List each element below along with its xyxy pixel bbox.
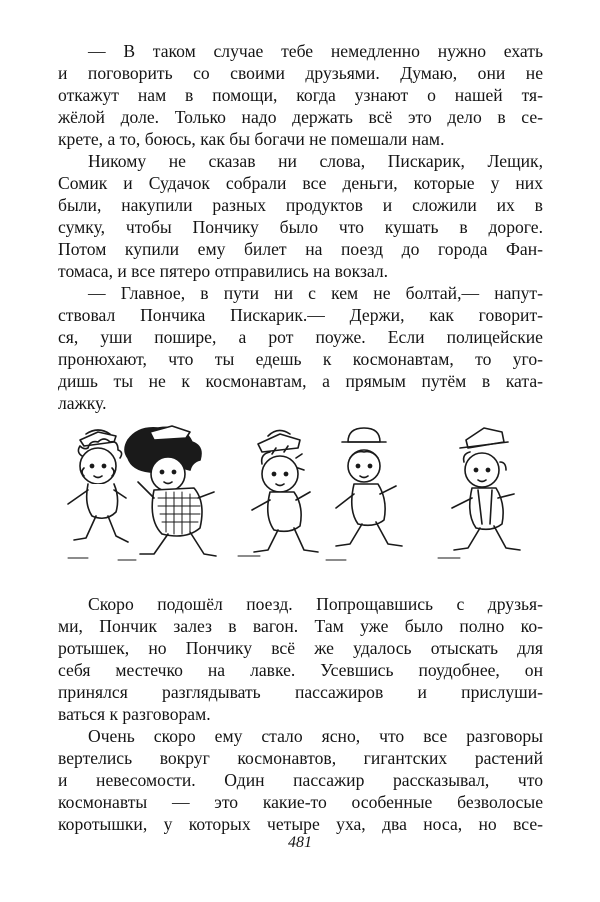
character-figure: [125, 426, 216, 556]
bottom-text-block: [58, 593, 543, 835]
text-line: ваться к разговорам.: [58, 704, 211, 724]
text-line: лажку.: [58, 393, 107, 413]
character-figure: [68, 430, 128, 542]
text-line: коротышки, у которых четыре уха, два носа, но все-: [58, 814, 543, 834]
text-line: себя местечко на лавке. Усевшись поудобнее, он: [58, 660, 543, 680]
page-number: 481: [288, 834, 312, 851]
text-line: Никому не сказав ни слова, Пискарик, Лещик,: [88, 151, 543, 171]
text-line: пронюхают, что ты едешь к космонавтам, то уго-: [58, 349, 543, 369]
text-line: томаса, и все пятеро отправились на вокзал.: [58, 261, 389, 281]
text-line: сумку, чтобы Пончику было что кушать в дороге.: [58, 217, 543, 237]
text-line: дишь ты не к космонавтам, а прямым путём в ката-: [58, 371, 543, 391]
text-line: были, накупили разных продуктов и сложили их в: [58, 195, 543, 215]
text-line: Сомик и Судачок собрали все деньги, которые у них: [58, 173, 543, 193]
character-figure: [252, 430, 318, 552]
text-line: ми, Пончик залез в вагон. Там уже было полно ко-: [58, 616, 543, 636]
text-line: жёлой доле. Только надо держать всё это дело в се-: [58, 107, 543, 127]
text-line: ся, уши пошире, а рот поуже. Если полицейские: [58, 327, 543, 347]
text-line: и поговорить со своими друзьями. Думаю, они не: [58, 63, 543, 83]
running-characters-illustration: [58, 418, 543, 570]
text-line: вертелись вокруг космонавтов, гигантских растений: [58, 748, 543, 768]
text-line: — В таком случае тебе немедленно нужно ехать: [88, 41, 543, 61]
text-line: и невесомости. Один пассажир рассказывал, что: [58, 770, 543, 790]
text-line: Скоро подошёл поезд. Попрощавшись с друзья-: [88, 594, 543, 614]
text-line: принялся разглядывать пассажиров и прислуши-: [58, 682, 543, 702]
top-text-block: [58, 40, 543, 414]
character-figure: [452, 428, 520, 550]
text-line: Очень скоро ему стало ясно, что все разговоры: [88, 726, 543, 746]
text-line: ротышек, но Пончику всё же удалось отыскать для: [58, 638, 543, 658]
text-line: Потом купили ему билет на поезд до города Фан-: [58, 239, 543, 259]
text-line: космонавты — это какие-то особенные безволосые: [58, 792, 543, 812]
text-line: ствовал Пончика Пискарик.— Держи, как говорит-: [58, 305, 543, 325]
text-line: откажут нам в помощи, когда узнают о нашей тя-: [58, 85, 543, 105]
text-line: крете, а то, боюсь, как бы богачи не помешали нам.: [58, 129, 445, 149]
text-line: — Главное, в пути ни с кем не болтай,— напут-: [88, 283, 543, 303]
character-figure: [336, 428, 402, 546]
